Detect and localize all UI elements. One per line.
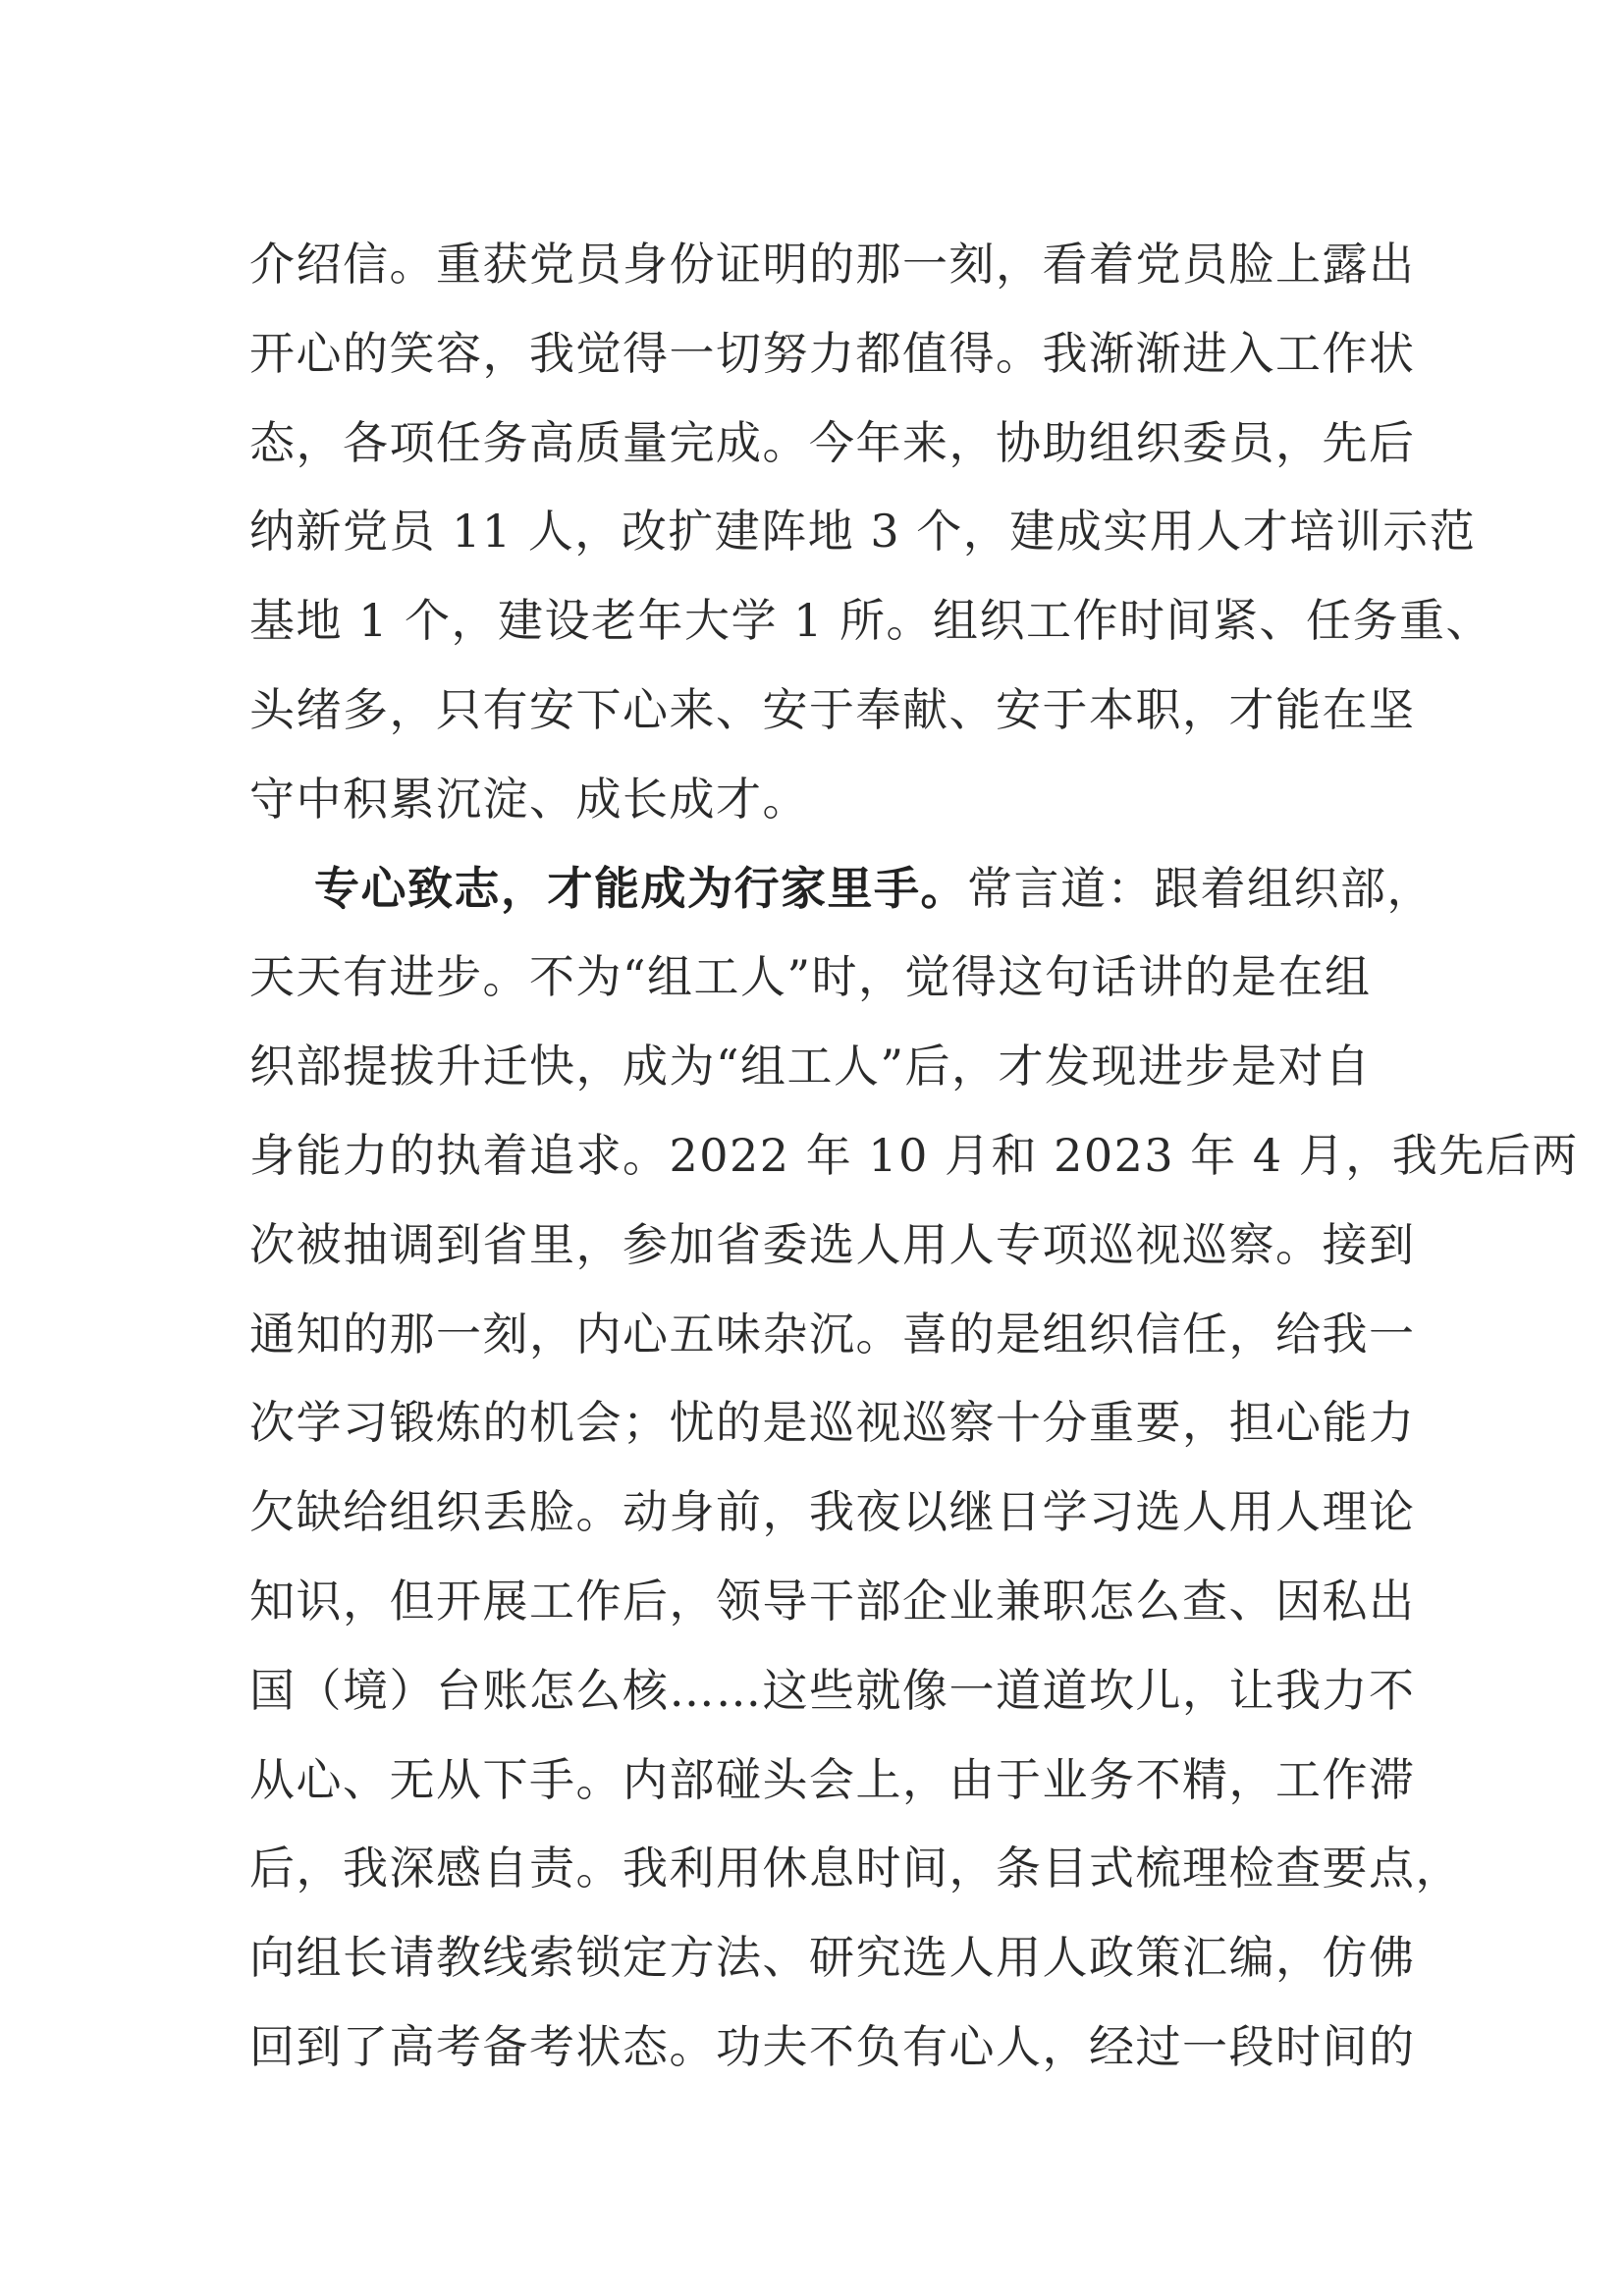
- text-line: 纳新党员 11 人，改扩建阵地 3 个，建成实用人才培训示范: [249, 505, 1477, 559]
- text-line: 回到了高考备考状态。功夫不负有心人，经过一段时间的: [249, 2019, 1416, 2073]
- text-line: 天天有进步。不为“组工人”时，觉得这句话讲的是在组: [249, 950, 1372, 1004]
- body-text: [249, 220, 1579, 2092]
- text-line: 国（境）台账怎么核……这些就像一道道坎儿，让我力不: [249, 1663, 1416, 1717]
- paragraph-2: [249, 844, 1579, 2092]
- text-line: 后，我深感自责。我利用休息时间，条目式梳理检查要点，: [249, 1842, 1462, 1896]
- text-line: 次被抽调到省里，参加省委选人用人专项巡视巡察。接到: [249, 1217, 1416, 1271]
- text-line: 欠缺给组织丢脸。动身前，我夜以继日学习选人用人理论: [249, 1485, 1416, 1539]
- text-line: 向组长请教线索锁定方法、研究选人用人政策汇编，仿佛: [249, 1931, 1416, 1985]
- text-line: 从心、无从下手。内部碰头会上，由于业务不精，工作滞: [249, 1752, 1416, 1806]
- section-heading: 专心致志，才能成为行家里手。: [314, 861, 967, 915]
- text-line: 介绍信。重获党员身份证明的那一刻，看着党员脸上露出: [249, 238, 1416, 291]
- text-line: 织部提拔升迁快，成为“组工人”后，才发现进步是对自: [249, 1040, 1372, 1094]
- text-line: 基地 1 个，建设老年大学 1 所。组织工作时间紧、任务重、: [249, 594, 1493, 648]
- paragraph-first-line: [249, 844, 1434, 934]
- text-line: 态，各项任务高质量完成。今年来，协助组织委员，先后: [249, 415, 1416, 469]
- text-line: 通知的那一刻，内心五味杂沉。喜的是组织信任，给我一: [249, 1307, 1416, 1361]
- text-line: 身能力的执着追求。2022 年 10 月和 2023 年 4 月，我先后两: [249, 1128, 1579, 1182]
- text-line: 守中积累沉淀、成长成才。: [249, 772, 809, 826]
- text-line: 知识，但开展工作后，领导干部企业兼职怎么查、因私出: [249, 1574, 1416, 1628]
- text-line: 开心的笑容，我觉得一切努力都值得。我渐渐进入工作状: [249, 326, 1416, 380]
- paragraph-1: [249, 220, 1493, 844]
- text-line: 头绪多，只有安下心来、安于奉献、安于本职，才能在坚: [249, 682, 1416, 736]
- text-run: 常言道：跟着组织部，: [967, 861, 1434, 915]
- text-line: 次学习锻炼的机会；忧的是巡视巡察十分重要，担心能力: [249, 1396, 1416, 1450]
